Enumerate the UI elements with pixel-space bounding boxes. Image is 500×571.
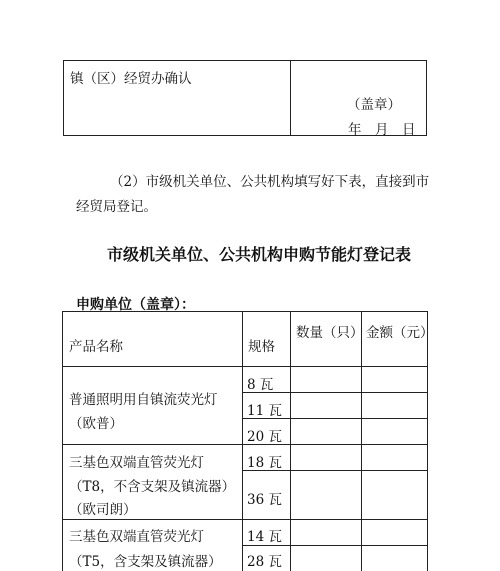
column-divider (242, 312, 243, 571)
confirm-label: 镇（区）经贸办确认 (70, 71, 192, 87)
spec-cell: 14 瓦 (247, 529, 282, 545)
product-name-line: （T5，含支架及镇流器） (69, 554, 222, 570)
instruction-line-2: 经贸局登记。 (76, 199, 157, 215)
spec-cell: 36 瓦 (247, 492, 282, 508)
spec-cell: 18 瓦 (247, 455, 282, 471)
table-divider (290, 61, 291, 135)
product-name-line: （T8，不含支架及镇流器） (69, 479, 236, 495)
product-name-line: 普通照明用自镇流荧光灯 (69, 392, 218, 408)
registration-table (62, 311, 434, 571)
product-name-line: 三基色双端直管荧光灯 (69, 455, 204, 471)
product-name-line: （欧普） (69, 416, 123, 432)
spec-cell: 28 瓦 (247, 554, 282, 570)
page-title: 市级机关单位、公共机构申购节能灯登记表 (107, 245, 412, 264)
spec-cell: 11 瓦 (247, 403, 282, 419)
header-spec: 规格 (248, 339, 275, 355)
applicant-label: 申购单位（盖章）： (76, 297, 195, 313)
spec-cell: 20 瓦 (247, 429, 282, 445)
header-product-name: 产品名称 (69, 339, 123, 355)
quantity-entry-column[interactable] (291, 367, 361, 567)
date-text: 年 月 日 (348, 122, 416, 138)
spec-cell: 8 瓦 (247, 377, 274, 393)
header-quantity: 数量（只） (296, 325, 364, 341)
product-name-line: 三基色双端直管荧光灯 (69, 529, 204, 545)
confirmation-table (63, 60, 427, 136)
amount-entry-column[interactable] (362, 367, 427, 567)
product-name-line: （欧司朗） (69, 502, 137, 518)
instruction-line-1: （2）市级机关单位、公共机构填写好下表，直接到市 (110, 174, 430, 190)
stamp-text: （盖章） (347, 97, 401, 113)
header-amount: 金额（元） (366, 325, 434, 341)
